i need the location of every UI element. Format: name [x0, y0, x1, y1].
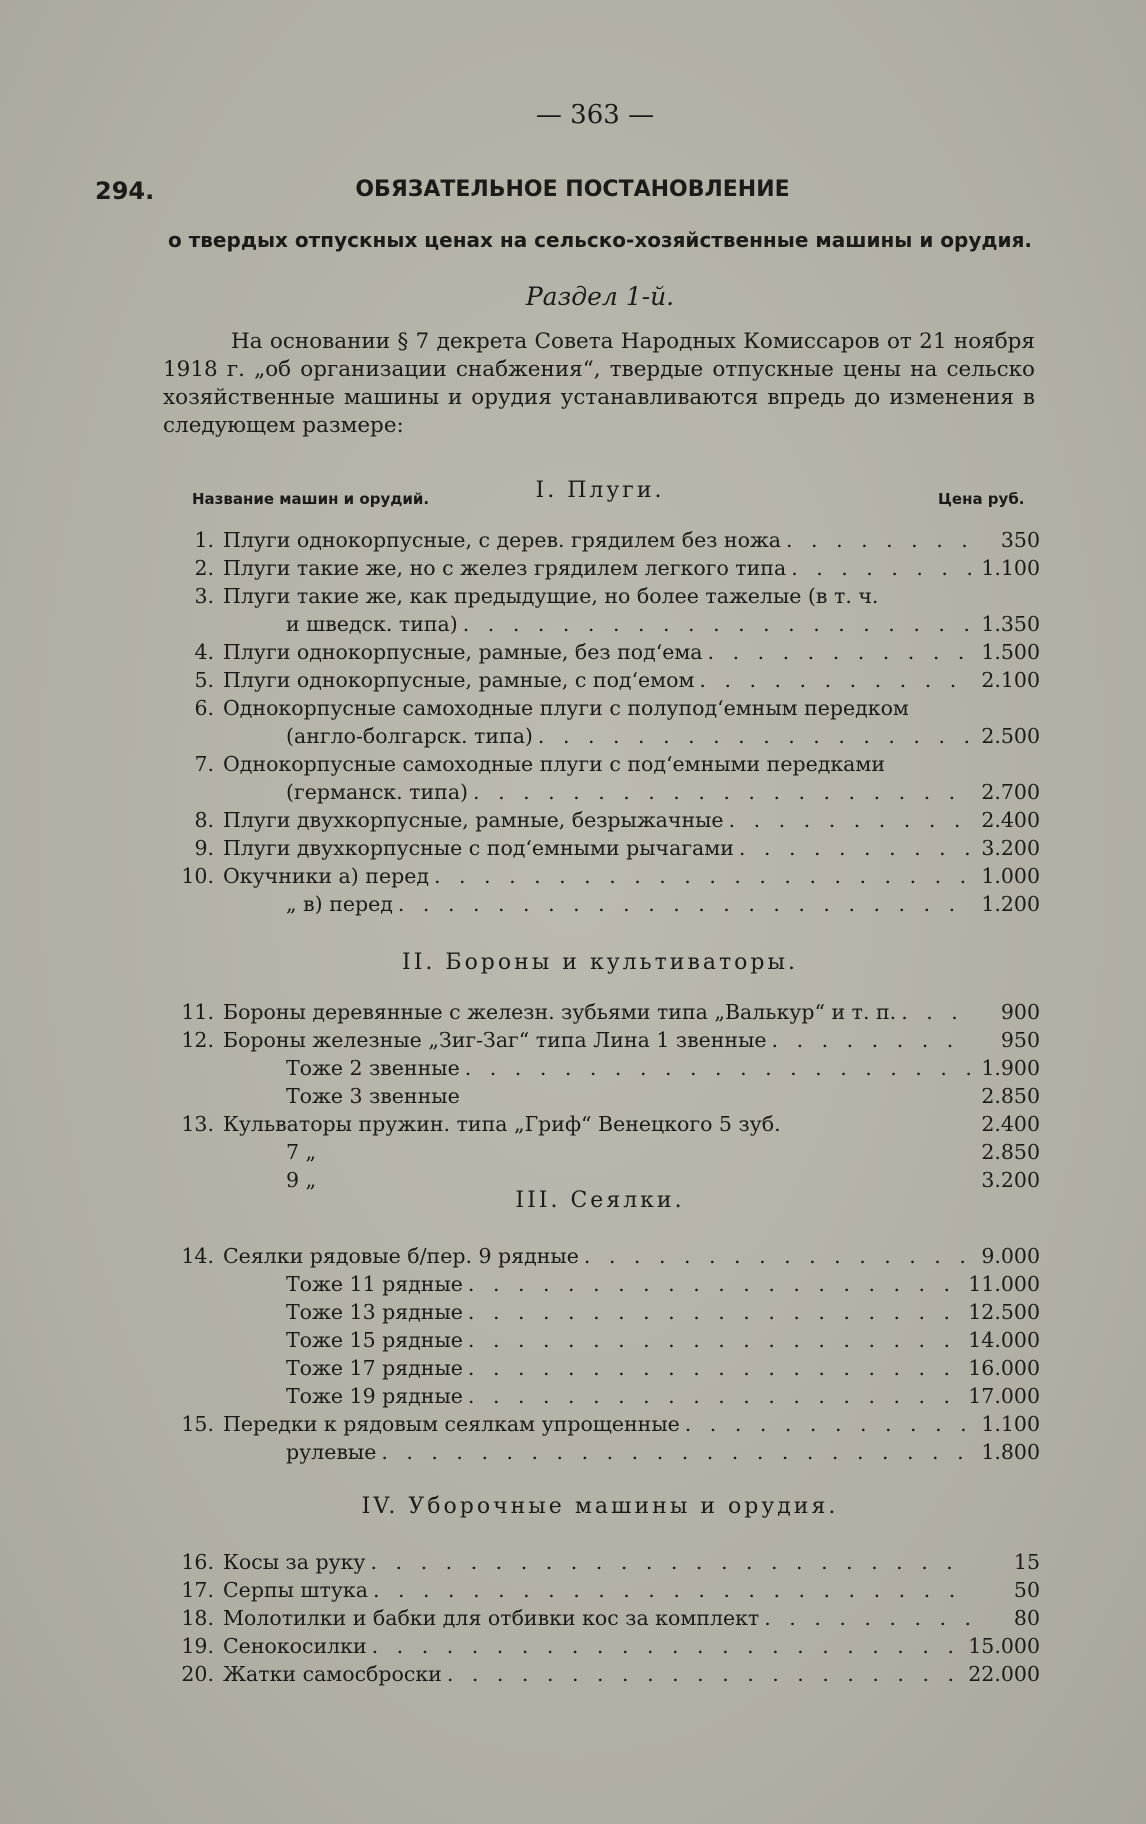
item-price: 3.200	[981, 836, 1040, 860]
item-label: Плуги однокорпусные, рамные, без под‘ема	[223, 640, 703, 664]
item-label: Кульваторы пружин. типа „Гриф“ Венецкого 5 зуб.	[223, 1112, 781, 1136]
dot-leader	[708, 640, 973, 664]
item-price: 80	[1013, 1606, 1040, 1630]
item-price: 9.000	[981, 1244, 1040, 1268]
dot-leader	[468, 1328, 963, 1352]
item-price: 1.100	[981, 556, 1040, 580]
item-number: 13.	[181, 1112, 214, 1136]
table-row	[160, 668, 1040, 696]
table-row	[160, 1550, 1040, 1578]
table-row	[160, 1056, 1040, 1084]
table-row	[160, 808, 1040, 836]
item-price: 1.800	[981, 1440, 1040, 1464]
table-row	[160, 1084, 1040, 1112]
item-label: Тоже 15 рядные	[286, 1328, 463, 1352]
item-label: Сеялки рядовые б/пер. 9 рядные	[223, 1244, 579, 1268]
table-row	[160, 528, 1040, 556]
table-row	[160, 612, 1040, 640]
item-number: 5.	[194, 668, 214, 692]
dot-leader	[371, 1550, 974, 1574]
table-row	[160, 1634, 1040, 1662]
item-price: 1.000	[981, 864, 1040, 888]
item-label: Бороны деревянные с железн. зубьями типа „Валькур“ и т. п.	[223, 1000, 897, 1024]
item-price: 2.850	[981, 1084, 1040, 1108]
item-label: Окучники а) перед	[223, 864, 429, 888]
item-label: рулевые	[286, 1440, 377, 1464]
group-heading-harvest: IV. Уборочные машины и орудия.	[361, 1494, 839, 1519]
table-row	[160, 1244, 1040, 1272]
dot-leader	[468, 1272, 963, 1296]
item-price: 350	[1000, 528, 1040, 552]
table-row	[160, 864, 1040, 892]
column-header-name: Название машин и орудий.	[192, 490, 430, 508]
dot-leader	[729, 808, 973, 832]
item-label: 7 „	[286, 1140, 317, 1164]
item-label: (англо-болгарск. типа)	[286, 724, 533, 748]
dot-leader	[739, 836, 973, 860]
item-number: 9.	[194, 836, 214, 860]
item-number: 2.	[194, 556, 214, 580]
group-heading-plows: I. Плуги.	[535, 478, 665, 503]
item-price: 14.000	[968, 1328, 1040, 1352]
table-row	[160, 1028, 1040, 1056]
table-row	[160, 1412, 1040, 1440]
table-row	[160, 1000, 1040, 1028]
item-number: 6.	[194, 696, 214, 720]
item-number: 1.	[194, 528, 214, 552]
item-price: 2.100	[981, 668, 1040, 692]
dot-leader	[447, 1662, 963, 1686]
item-label: Плуги такие же, но с желез грядилем легкого типа	[223, 556, 787, 580]
item-number: 7.	[194, 752, 214, 776]
table-row	[160, 584, 1040, 612]
item-label: (германск. типа)	[286, 780, 469, 804]
item-label: Плуги двухкорпусные, рамные, безрыжачные	[223, 808, 724, 832]
item-price: 2.400	[981, 808, 1040, 832]
dot-leader	[398, 892, 973, 916]
table-row	[160, 1328, 1040, 1356]
dot-leader	[465, 1056, 973, 1080]
table-row	[160, 1140, 1040, 1168]
table-row	[160, 1272, 1040, 1300]
table-row	[160, 836, 1040, 864]
table-row	[160, 1384, 1040, 1412]
item-label: Плуги однокорпусные, рамные, с под‘емом	[223, 668, 695, 692]
table-row	[160, 1356, 1040, 1384]
table-row	[160, 892, 1040, 920]
item-number: 17.	[181, 1578, 214, 1602]
item-label: Плуги однокорпусные, с дерев. грядилем без ножа	[223, 528, 782, 552]
column-header-price: Цена руб.	[938, 490, 1025, 508]
item-price: 1.350	[981, 612, 1040, 636]
dot-leader	[463, 612, 973, 636]
dot-leader	[772, 1028, 973, 1052]
table-row	[160, 1662, 1040, 1690]
dot-leader	[699, 668, 973, 692]
item-label: „ в) перед	[286, 892, 393, 916]
document-subtitle: о твердых отпускных ценах на сельско-хозяйственные машины и орудия.	[167, 228, 1033, 252]
dot-leader	[372, 1634, 964, 1658]
table-row	[160, 780, 1040, 808]
dot-leader	[786, 528, 973, 552]
item-number: 14.	[181, 1244, 214, 1268]
dot-leader	[901, 1000, 973, 1024]
item-price: 950	[1000, 1028, 1040, 1052]
table-row	[160, 724, 1040, 752]
dot-leader	[373, 1578, 973, 1602]
item-number: 20.	[181, 1662, 214, 1686]
item-number: 18.	[181, 1606, 214, 1630]
item-price: 11.000	[968, 1272, 1040, 1296]
item-price: 900	[1000, 1000, 1040, 1024]
dot-leader	[764, 1606, 973, 1630]
item-label: Тоже 17 рядные	[286, 1356, 463, 1380]
item-number: 8.	[194, 808, 214, 832]
item-label: Передки к рядовым сеялкам упрощенные	[223, 1412, 680, 1436]
table-row	[160, 1606, 1040, 1634]
item-price: 1.200	[981, 892, 1040, 916]
item-label: Серпы штука	[223, 1578, 368, 1602]
item-price: 2.400	[981, 1112, 1040, 1136]
dot-leader	[468, 1300, 963, 1324]
item-price: 1.500	[981, 640, 1040, 664]
dot-leader	[468, 1384, 963, 1408]
item-label: Жатки самосброски	[223, 1662, 442, 1686]
item-price: 2.700	[981, 780, 1040, 804]
item-price: 1.900	[981, 1056, 1040, 1080]
table-row	[160, 1440, 1040, 1468]
dot-leader	[468, 1356, 963, 1380]
item-label: Плуги двухкорпусные с под‘емными рычагами	[223, 836, 734, 860]
item-number: 15.	[181, 1412, 214, 1436]
dot-leader	[685, 1412, 973, 1436]
group-heading-seeders: III. Сеялки.	[515, 1188, 685, 1213]
item-label: Тоже 2 звенные	[286, 1056, 460, 1080]
item-label: Тоже 13 рядные	[286, 1300, 463, 1324]
item-price: 2.500	[981, 724, 1040, 748]
item-price: 17.000	[968, 1384, 1040, 1408]
table-row	[160, 556, 1040, 584]
item-label: Плуги такие же, как предыдущие, но более тажелые (в т. ч.	[223, 584, 879, 608]
item-label: 9 „	[286, 1168, 317, 1192]
item-price: 22.000	[968, 1662, 1040, 1686]
item-price: 50	[1013, 1578, 1040, 1602]
table-row	[160, 752, 1040, 780]
item-label: Однокорпусные самоходные плуги с полупод‘емным передком	[223, 696, 909, 720]
item-price: 1.100	[981, 1412, 1040, 1436]
item-number: 16.	[181, 1550, 214, 1574]
item-label: Молотилки и бабки для отбивки кос за комплект	[223, 1606, 760, 1630]
table-row	[160, 1300, 1040, 1328]
dot-leader	[381, 1440, 973, 1464]
document-number: 294.	[95, 177, 155, 205]
dot-leader	[791, 556, 973, 580]
dot-leader	[473, 780, 973, 804]
item-number: 10.	[181, 864, 214, 888]
table-row	[160, 1112, 1040, 1140]
item-number: 12.	[181, 1028, 214, 1052]
item-price: 15.000	[968, 1634, 1040, 1658]
item-price: 15	[1013, 1550, 1040, 1574]
item-price: 3.200	[981, 1168, 1040, 1192]
item-label: Однокорпусные самоходные плуги с под‘емными передками	[223, 752, 885, 776]
item-label: и шведск. типа)	[286, 612, 458, 636]
dot-leader	[434, 864, 973, 888]
item-number: 3.	[194, 584, 214, 608]
group-heading-harrows: II. Бороны и культиваторы.	[402, 950, 798, 975]
page-number: — 363 —	[535, 100, 655, 130]
item-number: 4.	[194, 640, 214, 664]
item-label: Тоже 3 звенные	[286, 1084, 460, 1108]
item-label: Тоже 11 рядные	[286, 1272, 463, 1296]
item-price: 16.000	[968, 1356, 1040, 1380]
item-number: 11.	[181, 1000, 214, 1024]
item-label: Косы за руку	[223, 1550, 366, 1574]
item-label: Сенокосилки	[223, 1634, 367, 1658]
item-number: 19.	[181, 1634, 214, 1658]
item-label: Бороны железные „Зиг-Заг“ типа Лина 1 звенные	[223, 1028, 767, 1052]
item-price: 2.850	[981, 1140, 1040, 1164]
table-row	[160, 696, 1040, 724]
item-price: 12.500	[968, 1300, 1040, 1324]
intro-paragraph: На основании § 7 декрета Совета Народных Комиссаров от 21 ноября 1918 г. „об организации снабжения“, твердые отпускные цены на сельско хозяйственные машины и орудия устанавливаются впредь до изменения в следующем размере:	[163, 329, 1035, 438]
dot-leader	[584, 1244, 973, 1268]
item-label: Тоже 19 рядные	[286, 1384, 463, 1408]
dot-leader	[538, 724, 973, 748]
document-title: ОБЯЗАТЕЛЬНОЕ ПОСТАНОВЛЕНИЕ	[355, 177, 790, 202]
table-row	[160, 1578, 1040, 1606]
table-row	[160, 640, 1040, 668]
section-heading: Раздел 1-й.	[525, 282, 675, 311]
